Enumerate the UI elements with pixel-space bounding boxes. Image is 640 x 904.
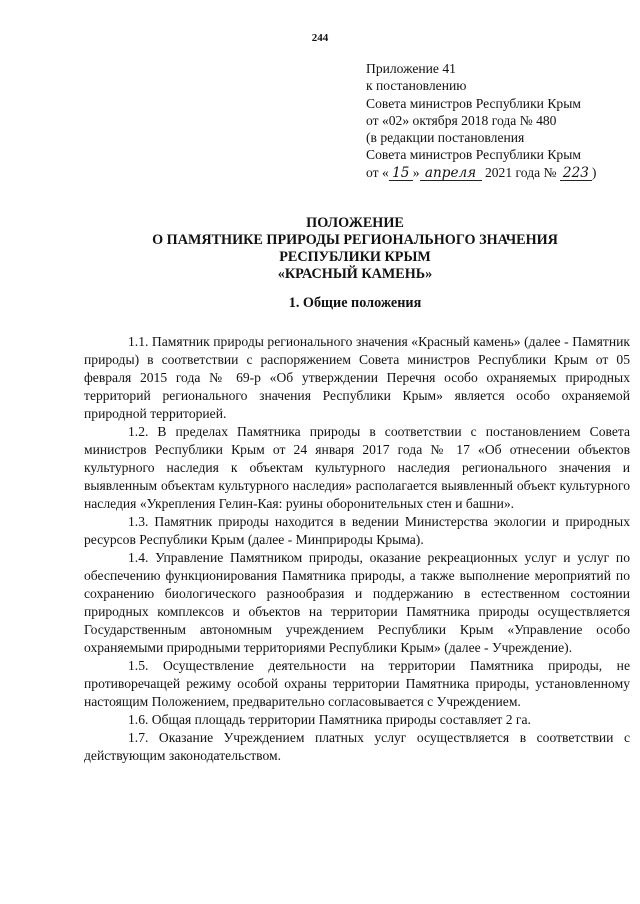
appendix-date-quote: » [412, 164, 420, 180]
appendix-line: Совета министров Республики Крым [366, 147, 581, 163]
page-number: 244 [311, 32, 329, 44]
title-line: ПОЛОЖЕНИЕ [306, 215, 404, 231]
title-line: «КРАСНЫЙ КАМЕНЬ» [277, 266, 433, 282]
appendix-date-year: 2021 года № [481, 164, 560, 180]
handwritten-number: 223 [560, 166, 592, 181]
handwritten-day: 15 [389, 166, 413, 181]
paragraph: 1.1. Памятник природы регионального значения «Красный камень» (далее - Памятник природы) в соответствии с распоряжением Совета министров Республики Крым от 05 февраля 2015 года № 69-р «Об утверждении Перечня особо охраняемых природных территорий регионального значения Республики Крым» является особо охраняемой природной территорией. [84, 334, 630, 421]
appendix-line: (в редакции постановления [366, 130, 525, 146]
paragraph: 1.7. Оказание Учреждением платных услуг осуществляется в соответствии с действующим законодательством. [84, 730, 630, 763]
paragraph: 1.2. В пределах Памятника природы в соответствии с постановлением Совета министров Республики Крым от 24 января 2017 года № 17 «Об отнесении объектов культурного наследия к объектам культурного наследия регионального значения и выявленным объектам культурного наследия» располагается выявленный объект культурного наследия «Укрепления Гелин-Кая: руины оборонительных стен и башни». [84, 424, 630, 511]
document-body [84, 333, 630, 765]
appendix-block [366, 60, 628, 181]
document-title [60, 215, 640, 283]
paragraph: 1.3. Памятник природы находится в ведении Министерства экологии и природных ресурсов Республики Крым (далее - Минприроды Крыма). [84, 514, 630, 547]
appendix-line: Приложение 41 [366, 61, 456, 76]
paragraph: 1.4. Управление Памятником природы, оказание рекреационных услуг и услуг по обеспечению функционирования Памятника природы, а также выполнение мероприятий по сохранению биологического разнообразия и поддержанию в естественном состоянии природных комплексов и объектов на территории Памятника природы осуществляется Государственным автономным учреждением Республики Крым «Управление особо охраняемыми природными территориями Республики Крым» (далее - Учреждение). [84, 550, 630, 655]
paragraph: 1.5. Осуществление деятельности на территории Памятника природы, не противоречащей режиму особой охраны территории Памятника природы, установленному настоящим Положением, предварительно согласовывается с Учреждением. [84, 658, 630, 709]
appendix-date-line: от « 15 » апреля 2021 года № 223 ) [366, 164, 597, 181]
appendix-date-prefix: от « [366, 164, 389, 180]
paragraph: 1.6. Общая площадь территории Памятника природы составляет 2 га. [128, 712, 531, 727]
appendix-line: к постановлению [366, 78, 467, 94]
appendix-line: Совета министров Республики Крым [366, 95, 581, 111]
section-heading: 1. Общие положения [288, 295, 422, 311]
handwritten-month: апреля [420, 166, 482, 181]
title-line: О ПАМЯТНИКЕ ПРИРОДЫ РЕГИОНАЛЬНОГО ЗНАЧЕНИЯ [152, 232, 558, 248]
title-line: РЕСПУБЛИКИ КРЫМ [279, 249, 431, 265]
appendix-line: от «02» октября 2018 года № 480 [366, 112, 557, 128]
